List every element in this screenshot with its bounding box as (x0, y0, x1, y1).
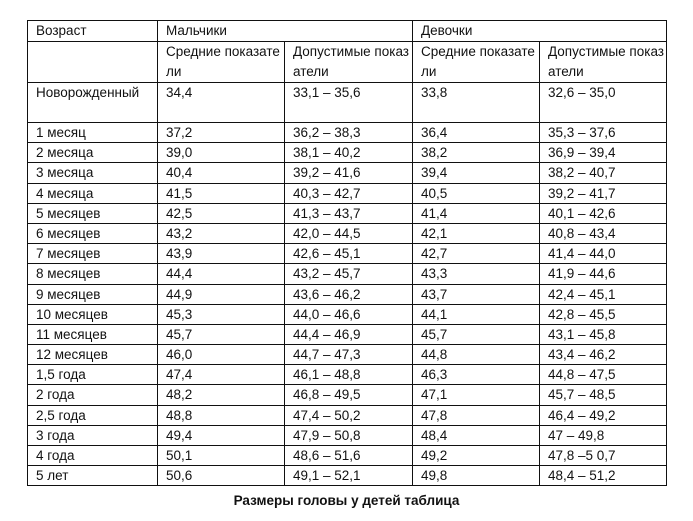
cell-boys-range: 44,0 – 46,6 (285, 304, 413, 324)
table-row (28, 466, 667, 486)
cell-girls-avg: 41,4 (413, 203, 540, 223)
cell-age: 10 месяцев (28, 304, 158, 324)
header-girls-range: Допустимые показатели (540, 42, 667, 83)
cell-age: 2 года (28, 385, 158, 405)
cell-age: 3 месяца (28, 163, 158, 183)
cell-girls-avg: 42,1 (413, 223, 540, 243)
table-row (28, 446, 667, 466)
table-row (28, 143, 667, 163)
cell-age: 7 месяцев (28, 244, 158, 264)
cell-age: 2 месяца (28, 143, 158, 163)
table-row (28, 264, 667, 284)
cell-girls-avg: 33,8 (413, 83, 540, 123)
cell-boys-range: 40,3 – 42,7 (285, 183, 413, 203)
cell-boys-avg: 50,1 (158, 446, 285, 466)
cell-boys-range: 43,6 – 46,2 (285, 284, 413, 304)
cell-girls-range: 41,9 – 44,6 (540, 264, 667, 284)
cell-age: 1 месяц (28, 123, 158, 143)
cell-girls-avg: 44,1 (413, 304, 540, 324)
cell-girls-avg: 36,4 (413, 123, 540, 143)
cell-boys-avg: 41,5 (158, 183, 285, 203)
table-row (28, 304, 667, 324)
table-row (28, 183, 667, 203)
table-row (28, 345, 667, 365)
table-row (28, 163, 667, 183)
cell-girls-range: 45,7 – 48,5 (540, 385, 667, 405)
cell-boys-range: 48,6 – 51,6 (285, 446, 413, 466)
cell-girls-range: 48,4 – 51,2 (540, 466, 667, 486)
cell-girls-range: 47,8 –5 0,7 (540, 446, 667, 466)
cell-boys-avg: 42,5 (158, 203, 285, 223)
cell-boys-range: 33,1 – 35,6 (285, 83, 413, 123)
cell-girls-avg: 49,2 (413, 446, 540, 466)
cell-boys-avg: 45,7 (158, 324, 285, 344)
cell-boys-avg: 37,2 (158, 123, 285, 143)
cell-boys-avg: 44,9 (158, 284, 285, 304)
head-size-table (27, 20, 667, 486)
header-row-metrics (28, 42, 667, 83)
cell-girls-avg: 48,4 (413, 425, 540, 445)
cell-boys-avg: 47,4 (158, 365, 285, 385)
header-age: Возраст (28, 21, 158, 42)
cell-boys-avg: 44,4 (158, 264, 285, 284)
table-row (28, 385, 667, 405)
cell-girls-avg: 42,7 (413, 244, 540, 264)
cell-boys-avg: 40,4 (158, 163, 285, 183)
cell-boys-avg: 46,0 (158, 345, 285, 365)
table-row (28, 284, 667, 304)
cell-girls-range: 47 – 49,8 (540, 425, 667, 445)
cell-age: 2,5 года (28, 405, 158, 425)
header-row-groups (28, 21, 667, 42)
header-boys: Мальчики (158, 21, 413, 42)
table-caption: Размеры головы у детей таблица (233, 493, 460, 508)
cell-age: 8 месяцев (28, 264, 158, 284)
cell-boys-range: 39,2 – 41,6 (285, 163, 413, 183)
header-boys-range: Допустимые показатели (285, 42, 413, 83)
cell-boys-avg: 45,3 (158, 304, 285, 324)
cell-boys-avg: 50,6 (158, 466, 285, 486)
cell-boys-avg: 43,2 (158, 223, 285, 243)
cell-girls-range: 41,4 – 44,0 (540, 244, 667, 264)
cell-age: 4 месяца (28, 183, 158, 203)
cell-boys-range: 42,0 – 44,5 (285, 223, 413, 243)
cell-girls-avg: 43,7 (413, 284, 540, 304)
cell-age: 4 года (28, 446, 158, 466)
cell-boys-range: 44,7 – 47,3 (285, 345, 413, 365)
cell-girls-range: 44,8 – 47,5 (540, 365, 667, 385)
header-girls: Девочки (413, 21, 667, 42)
table-row (28, 405, 667, 425)
cell-girls-avg: 45,7 (413, 324, 540, 344)
cell-boys-range: 47,9 – 50,8 (285, 425, 413, 445)
cell-girls-range: 40,1 – 42,6 (540, 203, 667, 223)
cell-girls-range: 46,4 – 49,2 (540, 405, 667, 425)
cell-boys-range: 38,1 – 40,2 (285, 143, 413, 163)
cell-girls-avg: 49,8 (413, 466, 540, 486)
cell-boys-range: 49,1 – 52,1 (285, 466, 413, 486)
cell-girls-avg: 38,2 (413, 143, 540, 163)
cell-age: 12 месяцев (28, 345, 158, 365)
table-row (28, 244, 667, 264)
cell-boys-avg: 48,2 (158, 385, 285, 405)
cell-girls-avg: 47,1 (413, 385, 540, 405)
cell-girls-range: 32,6 – 35,0 (540, 83, 667, 123)
cell-girls-range: 40,8 – 43,4 (540, 223, 667, 243)
cell-boys-range: 36,2 – 38,3 (285, 123, 413, 143)
cell-boys-avg: 39,0 (158, 143, 285, 163)
cell-age: 5 месяцев (28, 203, 158, 223)
cell-age: 6 месяцев (28, 223, 158, 243)
cell-boys-range: 47,4 – 50,2 (285, 405, 413, 425)
cell-girls-range: 43,4 – 46,2 (540, 345, 667, 365)
cell-boys-range: 46,8 – 49,5 (285, 385, 413, 405)
cell-boys-avg: 43,9 (158, 244, 285, 264)
table-row (28, 83, 667, 123)
cell-girls-avg: 39,4 (413, 163, 540, 183)
cell-girls-range: 38,2 – 40,7 (540, 163, 667, 183)
cell-girls-range: 39,2 – 41,7 (540, 183, 667, 203)
header-empty (28, 42, 158, 83)
cell-age: 11 месяцев (28, 324, 158, 344)
cell-girls-avg: 46,3 (413, 365, 540, 385)
cell-boys-avg: 34,4 (158, 83, 285, 123)
table-row (28, 324, 667, 344)
cell-girls-avg: 44,8 (413, 345, 540, 365)
header-girls-avg: Средние показатели (413, 42, 540, 83)
table-row (28, 123, 667, 143)
cell-girls-range: 42,8 – 45,5 (540, 304, 667, 324)
cell-girls-range: 35,3 – 37,6 (540, 123, 667, 143)
cell-boys-range: 43,2 – 45,7 (285, 264, 413, 284)
cell-age: 5 лет (28, 466, 158, 486)
table-row (28, 203, 667, 223)
cell-boys-range: 42,6 – 45,1 (285, 244, 413, 264)
cell-age: Новорожденный (28, 83, 158, 123)
table-row (28, 365, 667, 385)
cell-girls-avg: 47,8 (413, 405, 540, 425)
cell-age: 9 месяцев (28, 284, 158, 304)
cell-boys-range: 44,4 – 46,9 (285, 324, 413, 344)
cell-age: 1,5 года (28, 365, 158, 385)
cell-girls-range: 36,9 – 39,4 (540, 143, 667, 163)
cell-boys-range: 41,3 – 43,7 (285, 203, 413, 223)
cell-girls-avg: 43,3 (413, 264, 540, 284)
cell-boys-avg: 49,4 (158, 425, 285, 445)
cell-girls-range: 42,4 – 45,1 (540, 284, 667, 304)
cell-age: 3 года (28, 425, 158, 445)
table-row (28, 425, 667, 445)
cell-girls-range: 43,1 – 45,8 (540, 324, 667, 344)
cell-boys-range: 46,1 – 48,8 (285, 365, 413, 385)
cell-boys-avg: 48,8 (158, 405, 285, 425)
table-row (28, 223, 667, 243)
cell-girls-avg: 40,5 (413, 183, 540, 203)
header-boys-avg: Средние показатели (158, 42, 285, 83)
